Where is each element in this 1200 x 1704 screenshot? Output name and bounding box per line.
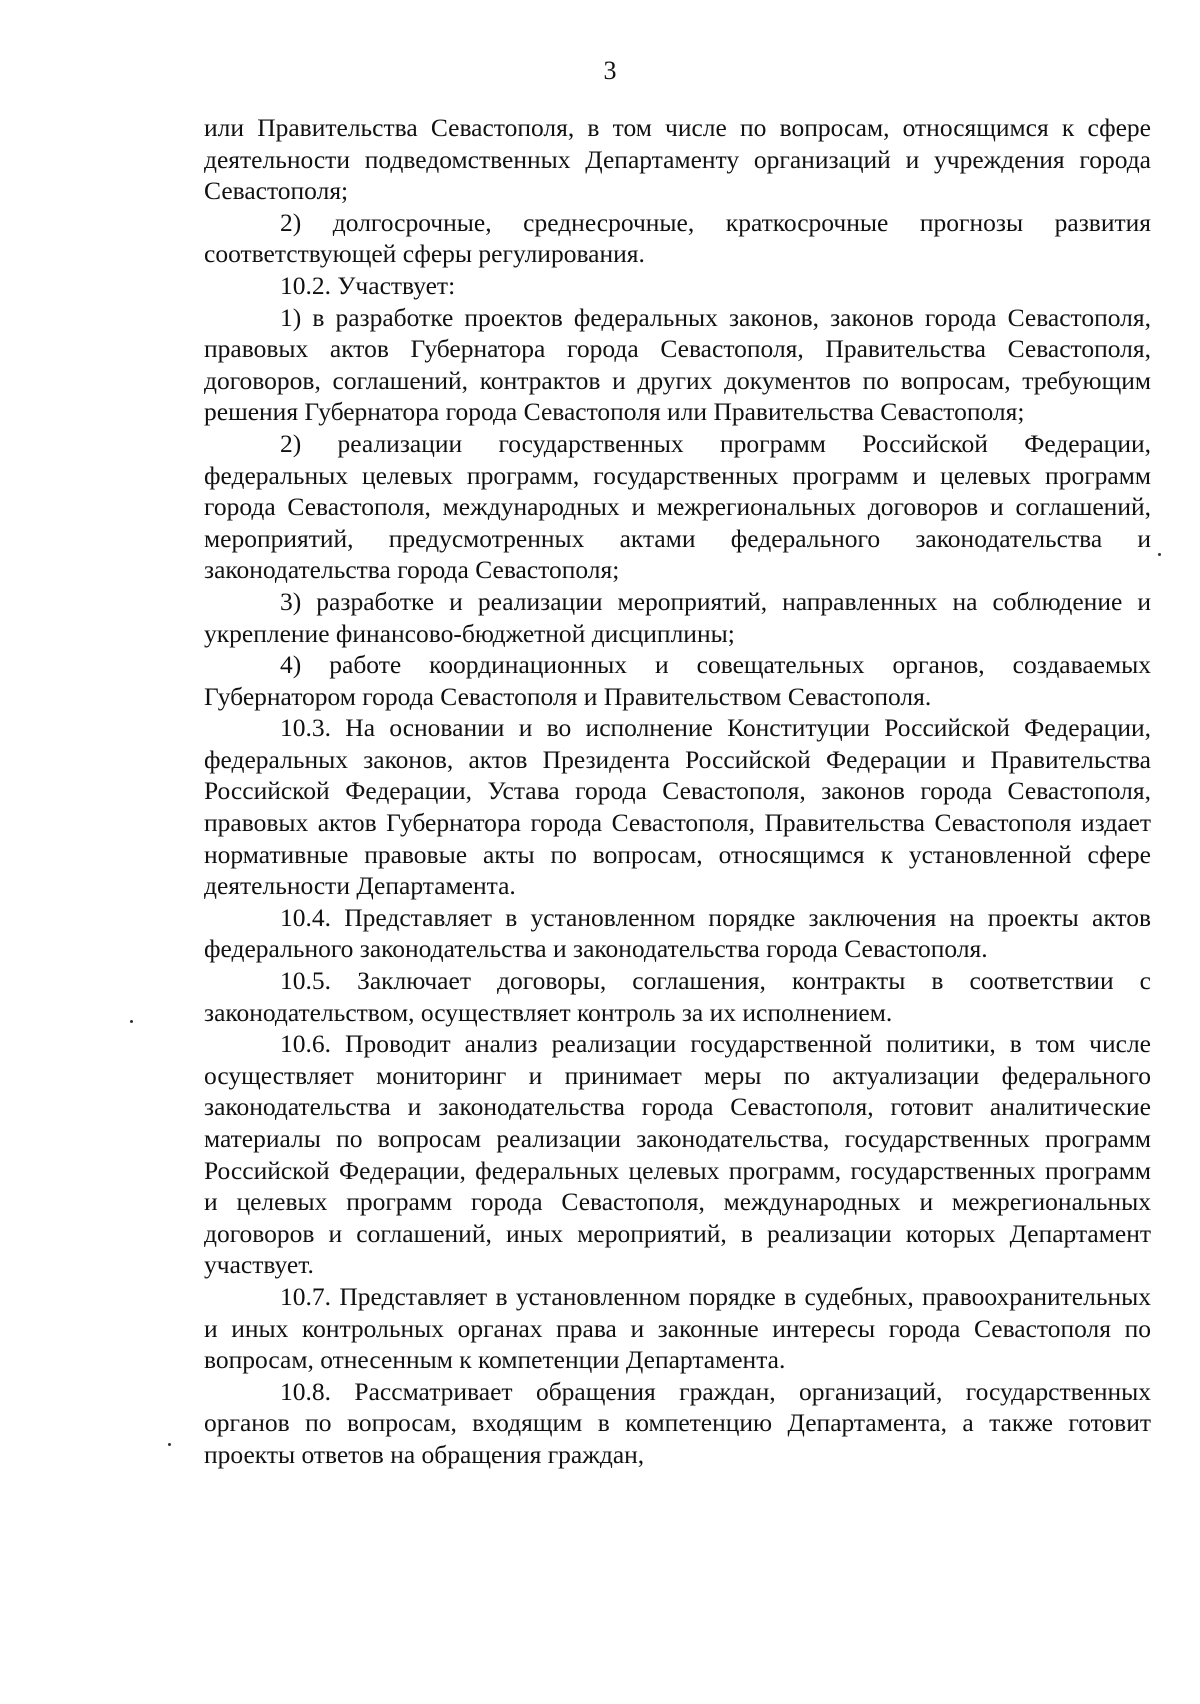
paragraph-10-8: 10.8. Рассматривает обращения граждан, организаций, государственных органов по вопросам, входящим в компетенцию Департамента, а также готовит проекты ответов на обращения граждан, — [204, 1376, 1151, 1469]
document-body — [204, 112, 1151, 1471]
paragraph-10-7: 10.7. Представляет в установленном порядке в судебных, правоохранительных и иных контрольных органах права и законные интересы города Севастополя по вопросам, отнесенным к компетенции Департамента. — [204, 1281, 1151, 1375]
paragraph-item-2-forecasts: 2) долгосрочные, среднесрочные, краткосрочные прогнозы развития соответствующей сферы регулирования. — [204, 207, 1151, 269]
paragraph-10-6: 10.6. Проводит анализ реализации государственной политики, в том числе осуществляет мониторинг и принимает меры по актуализации федерального законодательства и законодательства города Севастополя, готовит аналитические материалы по вопросам реализации законодательства, государственных программ Российской Федерации, федеральных целевых программ, государственных программ и целевых программ города Севастополя, международных и межрегиональных договоров и соглашений, иных мероприятий, в реализации которых Департамент участвует. — [204, 1029, 1151, 1280]
paragraph-10-2-item-1: 1) в разработке проектов федеральных законов, законов города Севастополя, правовых актов Губернатора города Севастополя, Правительства Севастополя, договоров, соглашений, контрактов и других документов по вопросам, требующим решения Губернатора города Севастополя или Правительства Севастополя; — [204, 302, 1151, 427]
paragraph-10-5: 10.5. Заключает договоры, соглашения, контракты в соответствии с законодательством, осуществляет контроль за их исполнением. — [204, 966, 1151, 1027]
page-number: 3 — [603, 56, 617, 85]
scan-speck — [168, 1443, 171, 1446]
scan-speck — [1158, 553, 1161, 556]
paragraph-10-2-item-3: 3) разработке и реализации мероприятий, направленных на соблюдение и укрепление финансово-бюджетной дисциплины; — [204, 586, 1151, 648]
scan-speck — [130, 1020, 133, 1023]
paragraph-10-2-item-2: 2) реализации государственных программ Российской Федерации, федеральных целевых программ, государственных программ и целевых программ города Севастополя, международных и межрегиональных договоров и соглашений, мероприятий, предусмотренных актами федерального законодательства и законодательства города Севастополя; — [204, 428, 1151, 585]
paragraph-10-4: 10.4. Представляет в установленном порядке заключения на проекты актов федерального законодательства и законодательства города Севастополя. — [204, 902, 1151, 964]
paragraph-continuation: или Правительства Севастополя, в том числе по вопросам, относящимся к сфере деятельности подведомственных Департаменту организаций и учреждения города Севастополя; — [204, 113, 1151, 206]
paragraph-10-2-item-4: 4) работе координационных и совещательных органов, создаваемых Губернатором города Севастополя и Правительством Севастополя. — [204, 650, 1151, 711]
paragraph-10-3: 10.3. На основании и во исполнение Конституции Российской Федерации, федеральных законов, актов Президента Российской Федерации и Правительства Российской Федерации, Устава города Севастополя, законов города Севастополя, правовых актов Губернатора города Севастополя, Правительства Севастополя издает нормативные правовые акты по вопросам, относящимся к установленной сфере деятельности Департамента. — [204, 713, 1151, 901]
paragraph-10-2-heading: 10.2. Участвует: — [280, 270, 456, 300]
